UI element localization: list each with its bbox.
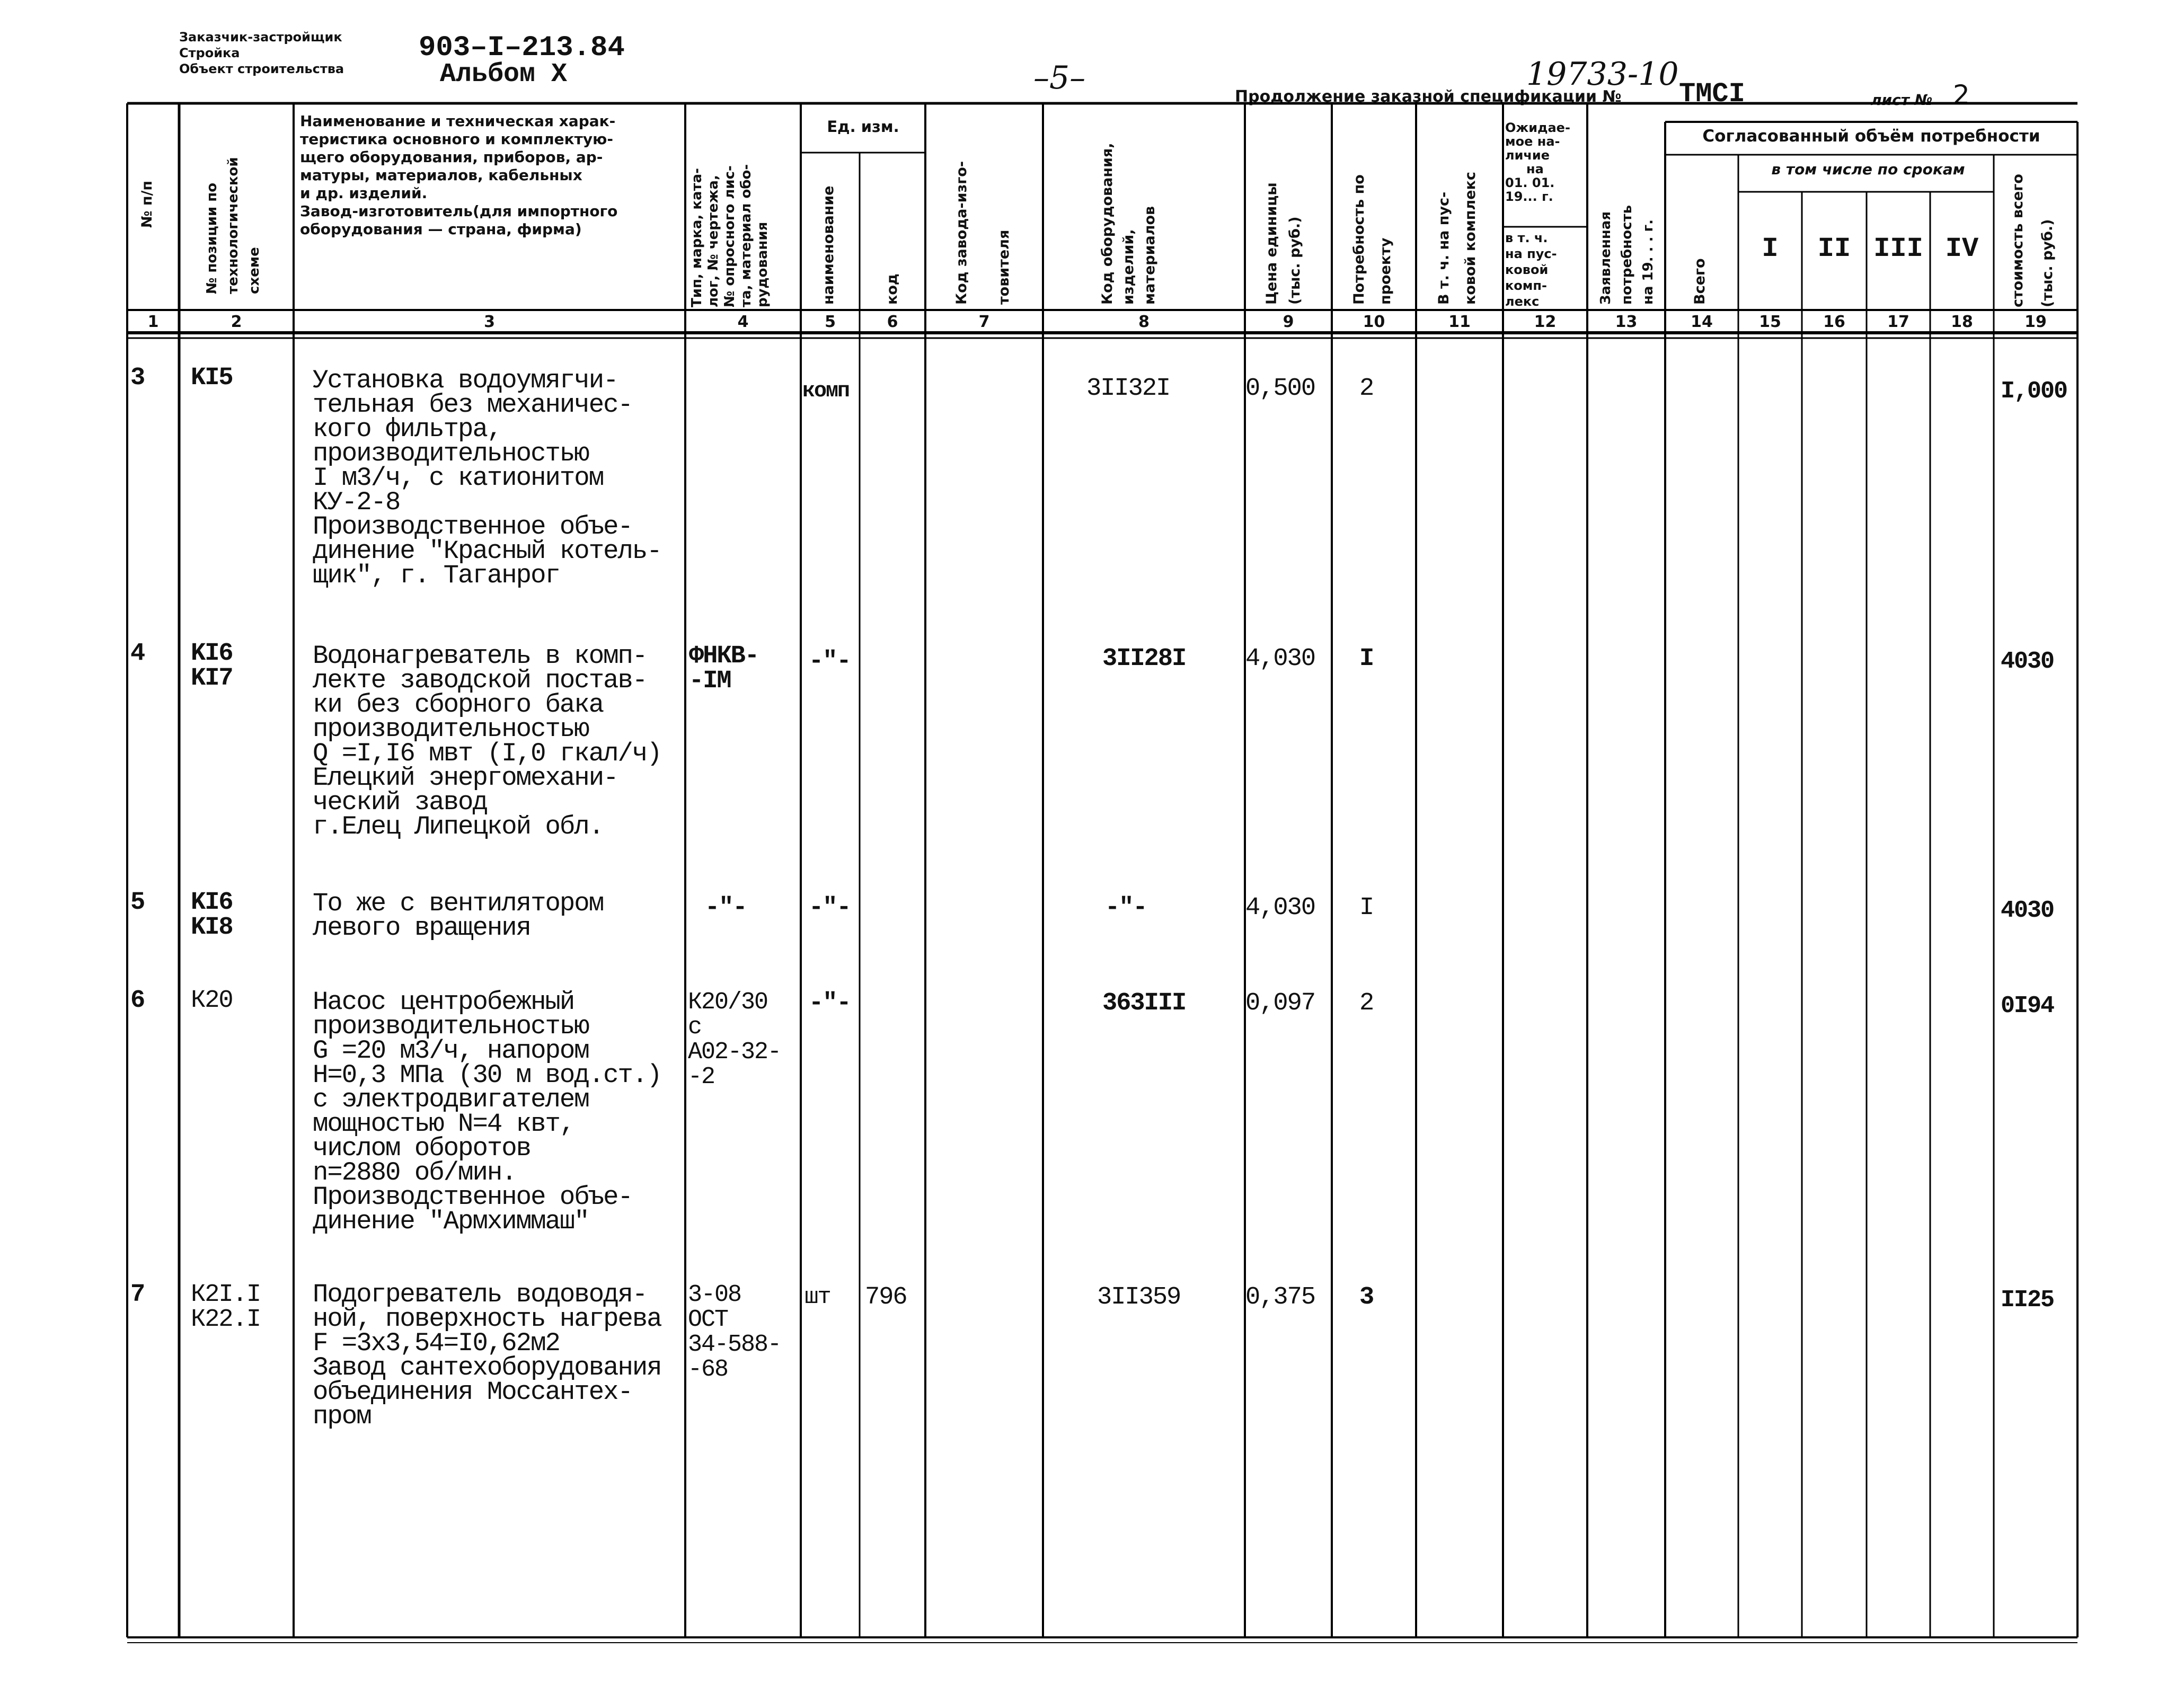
colnum-17: 17 [1887,313,1909,331]
col-expected-startup-header: в т. ч. на пус- ковой комп- лекс [1505,231,1557,309]
row-position: KI5 [191,364,233,392]
row-need: I [1359,894,1374,922]
col-term-1-header: I [1762,233,1779,264]
row-equipment-code: 3II32I [1086,375,1170,403]
row-price: 0,097 [1245,989,1315,1017]
row-price: 0,375 [1245,1283,1315,1311]
terms-group-header: в том числе по срокам [1771,161,1965,178]
colnum-12: 12 [1534,313,1557,331]
row-need: 2 [1359,989,1374,1017]
row-description: Установка водоумягчи- тельная без механичес- кого фильтра, производительностью I м3/ч, с катионитом КУ-2-8 Производственное объе- динение "Красный котель- щик", г. Таганрог [313,366,661,590]
colnum-3: 3 [484,313,495,331]
row-position: KI6 KI8 [191,889,233,942]
row-price: 4,030 [1245,645,1315,673]
col-equipment-code-header: Код оборудования, изделий, материалов [1099,143,1158,305]
row-position: К20 [191,987,233,1015]
colnum-9: 9 [1283,313,1294,331]
row-description: То же с вентилятором левого вращения [313,889,604,943]
spec-number: ТМСI [1679,78,1745,110]
row-unit: шт [804,1284,830,1310]
row-unit: -"- [809,989,851,1017]
row-equipment-code: -"- [1105,894,1147,922]
row-cost: I,000 [2001,378,2067,405]
row-position: KI6 KI7 [191,640,233,693]
colnum-13: 13 [1615,313,1638,331]
row-need: 3 [1359,1283,1374,1311]
construction-label: Стройка [179,46,240,60]
colnum-16: 16 [1823,313,1845,331]
colnum-7: 7 [978,313,990,331]
agreed-group-header: Согласованный объём потребности [1702,127,2040,146]
colnum-15: 15 [1759,313,1781,331]
col-total-header: Всего [1692,258,1708,305]
object-label: Объект строительства [179,61,344,76]
colnum-8: 8 [1138,313,1150,331]
row-need: 2 [1359,375,1374,403]
row-type: 3-08 ОСТ 34-588- -68 [688,1281,781,1383]
col-cost-header: стоимость всего (тыс. руб.) [2010,174,2056,307]
colnum-6: 6 [887,313,898,331]
row-unit: -"- [809,648,851,676]
colnum-10: 10 [1363,313,1385,331]
row-cost: 4030 [2001,897,2054,924]
album-label: Альбом X [440,59,568,90]
row-position: К2I.I К22.I [191,1281,261,1334]
unit-group-header: Ед. изм. [827,118,899,136]
col-expected-header: Ожидае- мое на- личие на 01. 01. 19... г. [1505,120,1570,204]
col-type-header: Тип, марка, ката- лог, № чертежа, № опросного лис- та, материал обо- рудования [689,164,771,307]
colnum-5: 5 [825,313,836,331]
row-price: 0,500 [1245,375,1315,403]
row-cost: 0I94 [2001,992,2054,1020]
col-price-header: Цена единицы (тыс. руб.) [1263,182,1303,305]
row-number: 5 [130,889,145,917]
customer-label: Заказчик-застройщик [179,30,342,45]
col-declared-header: Заявленная потребность на 19. . . г. [1598,205,1656,305]
colnum-2: 2 [231,313,242,331]
row-description: Насос центробежный производительностью G =20 м3/ч, напором Н=0,3 МПа (30 м вод.ст.) с электродвигателем мощностью N=4 квт, числом оборотов n=2880 об/мин. Производственное объе- динение "Армхиммаш" [313,987,661,1236]
colnum-18: 18 [1951,313,1973,331]
project-code: 903–I–213.84 [419,32,625,64]
sheet-number: 2 [1953,79,1970,110]
colnum-4: 4 [737,313,749,331]
stamp-number: 19733-10 [1526,56,1679,93]
colnum-19: 19 [2024,313,2047,331]
row-equipment-code: 3II359 [1097,1283,1181,1311]
col-term-4-header: IV [1945,233,1979,264]
row-cost: II25 [2001,1287,2054,1314]
row-type: К20/30 с А02-32- -2 [688,989,781,1091]
row-unit: -"- [809,894,851,922]
col-term-3-header: III [1873,233,1923,264]
row-unit: комп [802,379,850,403]
row-type: -"- [705,894,747,922]
col-need-header: Потребность по проекту [1351,174,1394,305]
colnum-11: 11 [1448,313,1471,331]
continuation-label: Продолжение заказной спецификации № [1235,87,1622,106]
sheet-label: лист № [1871,91,1933,109]
colnum-1: 1 [147,313,159,331]
col-num-header: № п/п [139,180,155,228]
col-maker-code-header: Код завода-изго- товителя [953,161,1012,305]
row-equipment-code: 363III [1102,989,1186,1017]
col-startup-header: В т. ч. на пус- ковой комплекс [1436,172,1479,305]
col-unit-code-header: код [884,273,900,305]
colnum-14: 14 [1691,313,1713,331]
row-description: Водонагреватель в комп- лекте заводской постав- ки без сборного бака производительностью Q =I,I6 мвт (I,0 гкал/ч) Елецкий энергомехани- ческий завод г.Елец Липецкой обл. [313,641,661,841]
row-unit-code: 796 [865,1283,907,1311]
col-position-header: № позиции по технологической схеме [204,157,262,294]
col-unit-name-header: наименование [820,185,837,305]
row-number: 7 [130,1281,145,1309]
row-cost: 4030 [2001,648,2054,675]
row-number: 6 [130,987,145,1015]
row-need: I [1359,645,1374,673]
col-description-header: Наименование и техническая харак- теристика основного и комплектую- щего оборудования, приборов, ар- матуры, материалов, кабельных и др. изделий. Завод-изготовитель(для импортного оборудования — страна, фирма) [300,112,618,238]
row-description: Подогреватель водоводя- ной, поверхность нагрева F =3х3,54=I0,62м2 Завод сантехоборудования объединения Моссантех- пром [313,1280,661,1431]
row-equipment-code: 3II28I [1102,645,1186,673]
page-number: –5– [1033,59,1086,96]
row-type: ФНКВ- -IМ [689,642,759,695]
row-price: 4,030 [1245,894,1315,922]
col-term-2-header: II [1817,233,1851,264]
row-number: 4 [130,640,145,668]
row-number: 3 [130,364,145,392]
